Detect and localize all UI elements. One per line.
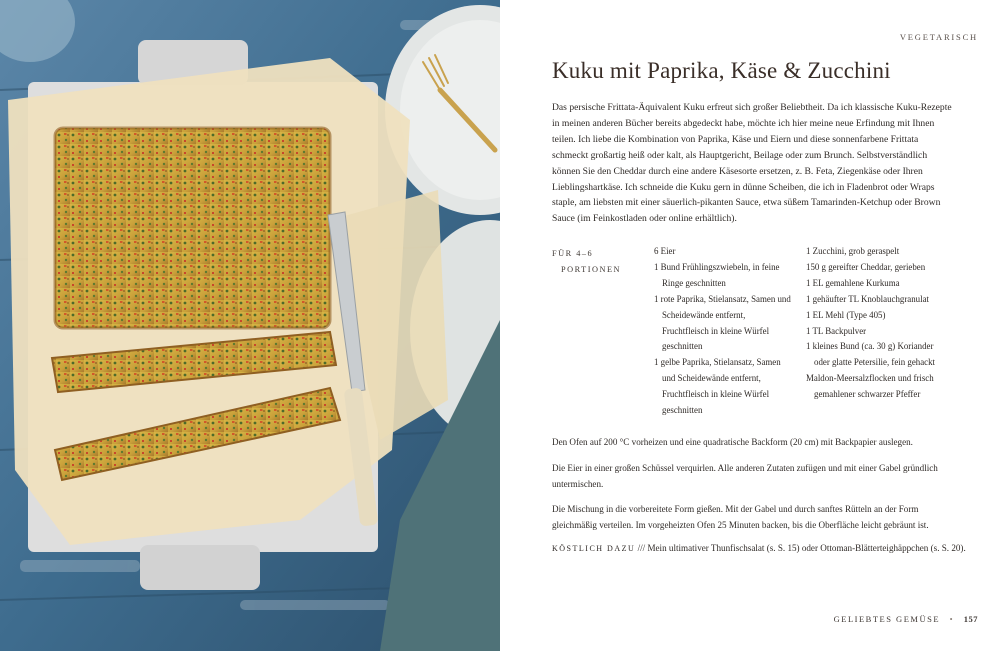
- ingredient-item: 1 Zucchini, grob geraspelt: [806, 246, 900, 256]
- frittata-slab: [55, 128, 330, 328]
- ingredient-item: 1 kleines Bund (ca. 30 g) Koriander oder glatte Petersilie, fein gehackt: [806, 341, 935, 368]
- section-name: GELIEBTES GEMÜSE: [833, 614, 941, 624]
- intro-paragraph: Das persische Frittata-Äquivalent Kuku erfreut sich großer Beliebtheit. Da ich klassische Kuku-Rezepte in meinen anderen Bücher bereits abgedeckt habe, möchte ich hier meine neue Erfindung mit Ihnen teilen. Ich liebe die Kombination von Paprika, Käse und Eiern und diese sonnenfarbene Frittata schmeckt großartig heiß oder kalt, als Hauptgericht, Beilage oder zum Brunch. Selbstverständlich können Sie den Cheddar durch eine andere Käsesorte ersetzen, z. B. Feta, Ziegenkäse oder Ihren Lieblingshartkäse. Ich schneide die Kuku gern in dünne Scheiben, die ich in Fladenbrot oder Wraps staple, am liebsten mit einer säuerlich-pikanten Sauce, etwa süßem Tamarinden-Ketchup oder Brown Sauce (im Feinkostladen oder online erhältlich).: [552, 102, 952, 225]
- tip-label: KÖSTLICH DAZU: [552, 544, 636, 553]
- ingredient-item: 1 gelbe Paprika, Stielansatz, Samen und Scheidewände entfernt, Fruchtfleisch in kleine Würfel geschnitten: [654, 357, 781, 416]
- footer-bullet: •: [949, 614, 955, 624]
- method-step: Den Ofen auf 200 °C vorheizen und eine quadratische Backform (20 cm) mit Backpapier auslegen.: [552, 437, 913, 447]
- page-footer: [834, 614, 978, 624]
- ingredient-item: 1 EL gemahlene Kurkuma: [806, 277, 900, 288]
- recipe-title: Kuku mit Paprika, Käse & Zucchini: [552, 58, 891, 83]
- ingredient-item: 1 gehäufter TL Knoblauchgranulat: [806, 293, 929, 304]
- page-number: 157: [963, 614, 978, 624]
- method-step: Die Mischung in die vorbereitete Form gießen. Mit der Gabel und durch sanftes Rütteln an der Form gleichmäßig verteilen. Im vorgeheizten Ofen 25 Minuten backen, bis die Oberfläche leicht gebräunt ist.: [552, 504, 929, 530]
- tip-text: Mein ultimativer Thunfischsalat (s. S. 15) oder Ottoman-Blätterteighäppchen (s. S. 20).: [647, 543, 966, 553]
- ingredient-item: 6 Eier: [654, 246, 676, 256]
- serving-tip: [552, 540, 972, 557]
- ingredient-item: 1 Bund Frühlingszwiebeln, in feine Ringe geschnitten: [654, 261, 780, 288]
- tip-separator: ///: [637, 543, 646, 553]
- servings-line-1: FÜR 4–6: [552, 249, 594, 258]
- ingredient-list-1: [654, 244, 792, 419]
- ingredient-item: 1 rote Paprika, Stielansatz, Samen und Scheidewände entfernt, Fruchtfleisch in kleine Würfel geschnitten: [654, 293, 791, 352]
- ingredient-list-2: [806, 244, 951, 403]
- servings-line-2: PORTIONEN: [561, 265, 622, 274]
- ingredient-item: 1 TL Backpulver: [806, 325, 867, 336]
- method-steps: [552, 434, 952, 543]
- method-step: Die Eier in einer großen Schüssel verquirlen. Alle anderen Zutaten zufügen und mit einer Gabel gründlich untermischen.: [552, 462, 938, 489]
- servings: [552, 246, 632, 278]
- ingredient-item: 150 g gereifter Cheddar, gerieben: [806, 261, 926, 272]
- ingredient-item: 1 EL Mehl (Type 405): [806, 309, 886, 320]
- category-label: VEGETARISCH: [899, 32, 978, 42]
- recipe-page: [500, 0, 1000, 651]
- ingredient-item: Maldon-Meersalzflocken und frisch gemahlener schwarzer Pfeffer: [806, 373, 934, 400]
